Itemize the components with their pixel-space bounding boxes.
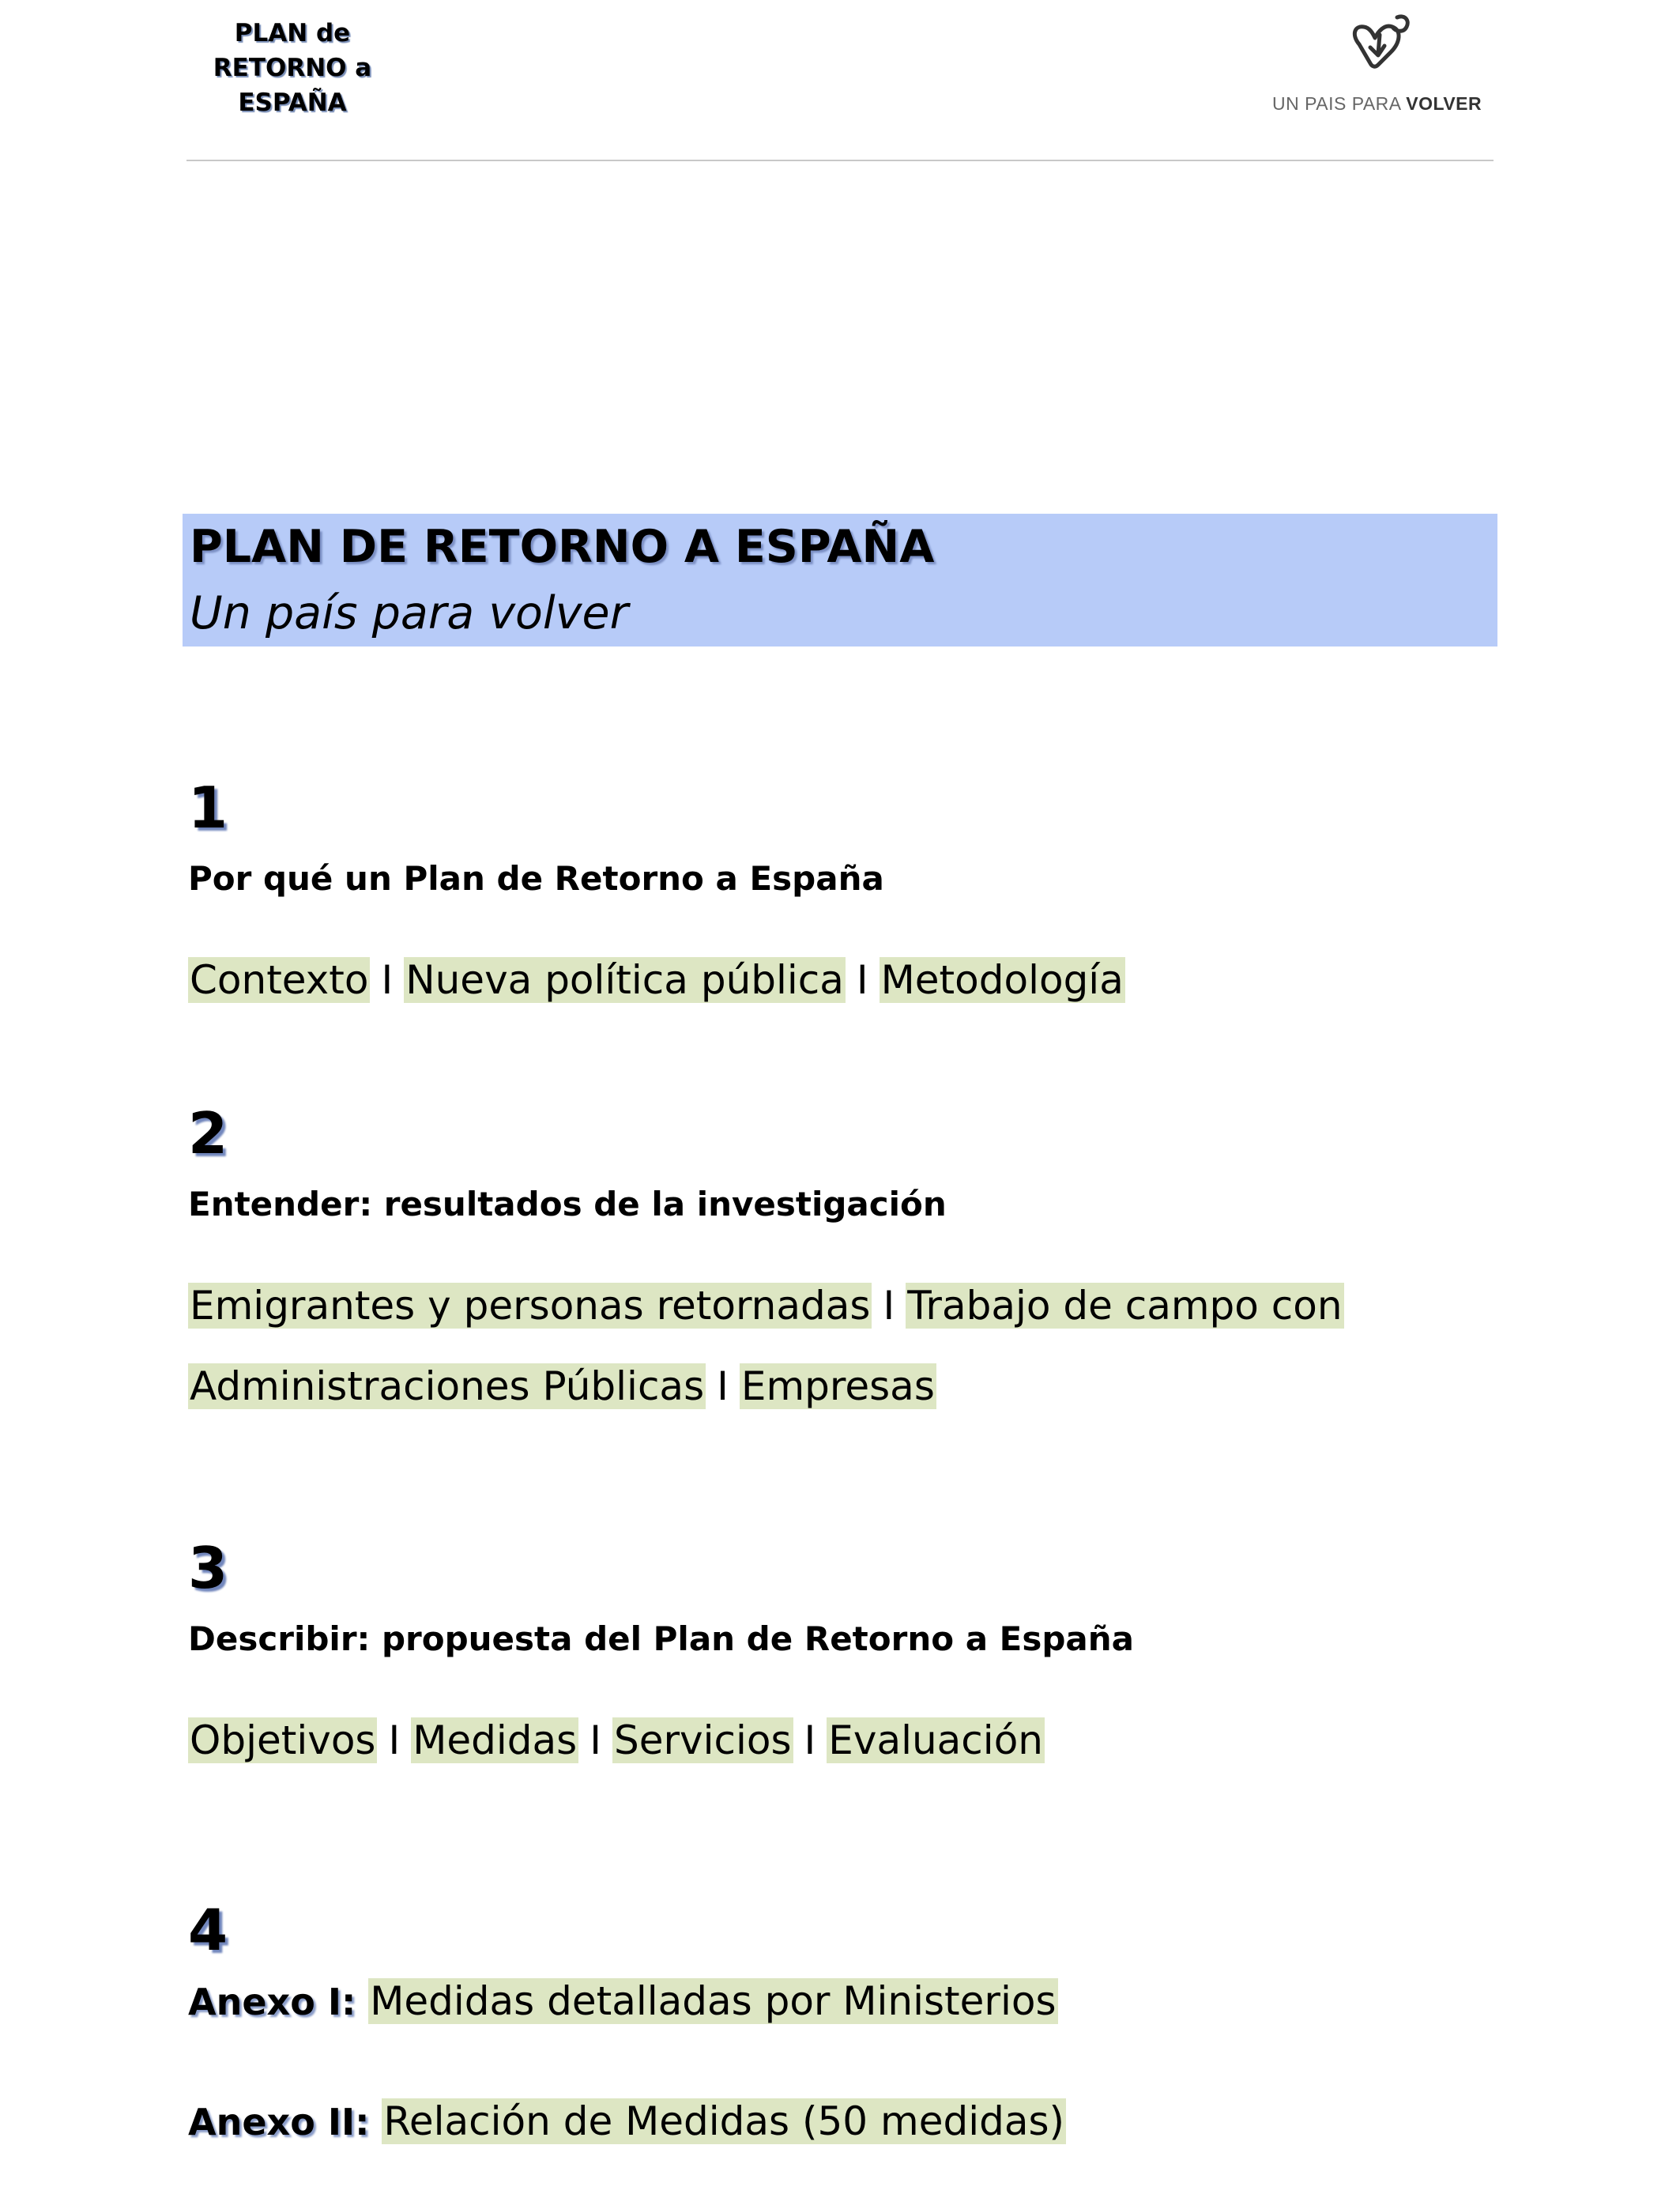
section-3-topics	[188, 1712, 1045, 1769]
annex-2-link[interactable]: Relación de Medidas (50 medidas)	[383, 2098, 1065, 2144]
section-3-number: 3	[188, 1535, 228, 1601]
section-4-number: 4	[188, 1897, 228, 1963]
brand-line-3: ESPAÑA	[238, 89, 347, 117]
document-subtitle: Un país para volver	[190, 587, 628, 639]
topic-evaluacion[interactable]: Evaluación	[828, 1717, 1043, 1763]
section-2-number: 2	[188, 1100, 228, 1167]
topic-servicios[interactable]: Servicios	[613, 1717, 792, 1763]
separator: I	[590, 1717, 601, 1763]
brand-line-1: PLAN de	[234, 19, 351, 47]
section-1-heading: Por qué un Plan de Retorno a España	[188, 859, 884, 898]
topic-administraciones[interactable]: Administraciones Públicas	[190, 1363, 705, 1409]
separator: I	[856, 957, 868, 1003]
separator: I	[883, 1283, 895, 1329]
annex-1-link[interactable]: Medidas detalladas por Ministerios	[370, 1978, 1057, 2024]
logo-text	[1272, 93, 1482, 115]
section-2-topics-line-1	[188, 1277, 1344, 1334]
annex-1-label: Anexo I:	[188, 1981, 356, 2023]
topic-emigrantes[interactable]: Emigrantes y personas retornadas	[190, 1283, 871, 1329]
annex-2	[188, 2093, 1066, 2151]
separator: I	[381, 957, 394, 1003]
document-title: PLAN DE RETORNO A ESPAÑA	[190, 521, 935, 573]
brand-line-2: RETORNO a	[213, 54, 372, 82]
logo-text-light: UN PAIS PARA	[1272, 93, 1407, 114]
annex-2-label: Anexo II:	[188, 2101, 370, 2143]
separator: I	[717, 1363, 729, 1409]
header-brand	[198, 16, 387, 120]
topic-trabajo-campo[interactable]: Trabajo de campo con	[907, 1283, 1343, 1329]
section-2-topics-line-2	[188, 1358, 936, 1415]
section-3-heading: Describir: propuesta del Plan de Retorno a España	[188, 1619, 1134, 1658]
annex-1	[188, 1973, 1058, 2030]
heart-arrow-icon	[1343, 11, 1414, 82]
topic-objetivos[interactable]: Objetivos	[190, 1717, 376, 1763]
topic-contexto[interactable]: Contexto	[190, 957, 369, 1003]
topic-empresas[interactable]: Empresas	[740, 1363, 935, 1409]
topic-medidas[interactable]: Medidas	[412, 1717, 578, 1763]
topic-nueva-politica[interactable]: Nueva política pública	[405, 957, 844, 1003]
section-1-topics	[188, 952, 1125, 1008]
separator: I	[388, 1717, 401, 1763]
logo-text-bold: VOLVER	[1406, 93, 1482, 114]
topic-metodologia[interactable]: Metodología	[880, 957, 1124, 1003]
header-divider	[186, 160, 1494, 161]
section-1-number: 1	[188, 775, 228, 841]
separator: I	[804, 1717, 816, 1763]
header-logo	[1272, 11, 1482, 122]
section-2-heading: Entender: resultados de la investigación	[188, 1185, 947, 1223]
